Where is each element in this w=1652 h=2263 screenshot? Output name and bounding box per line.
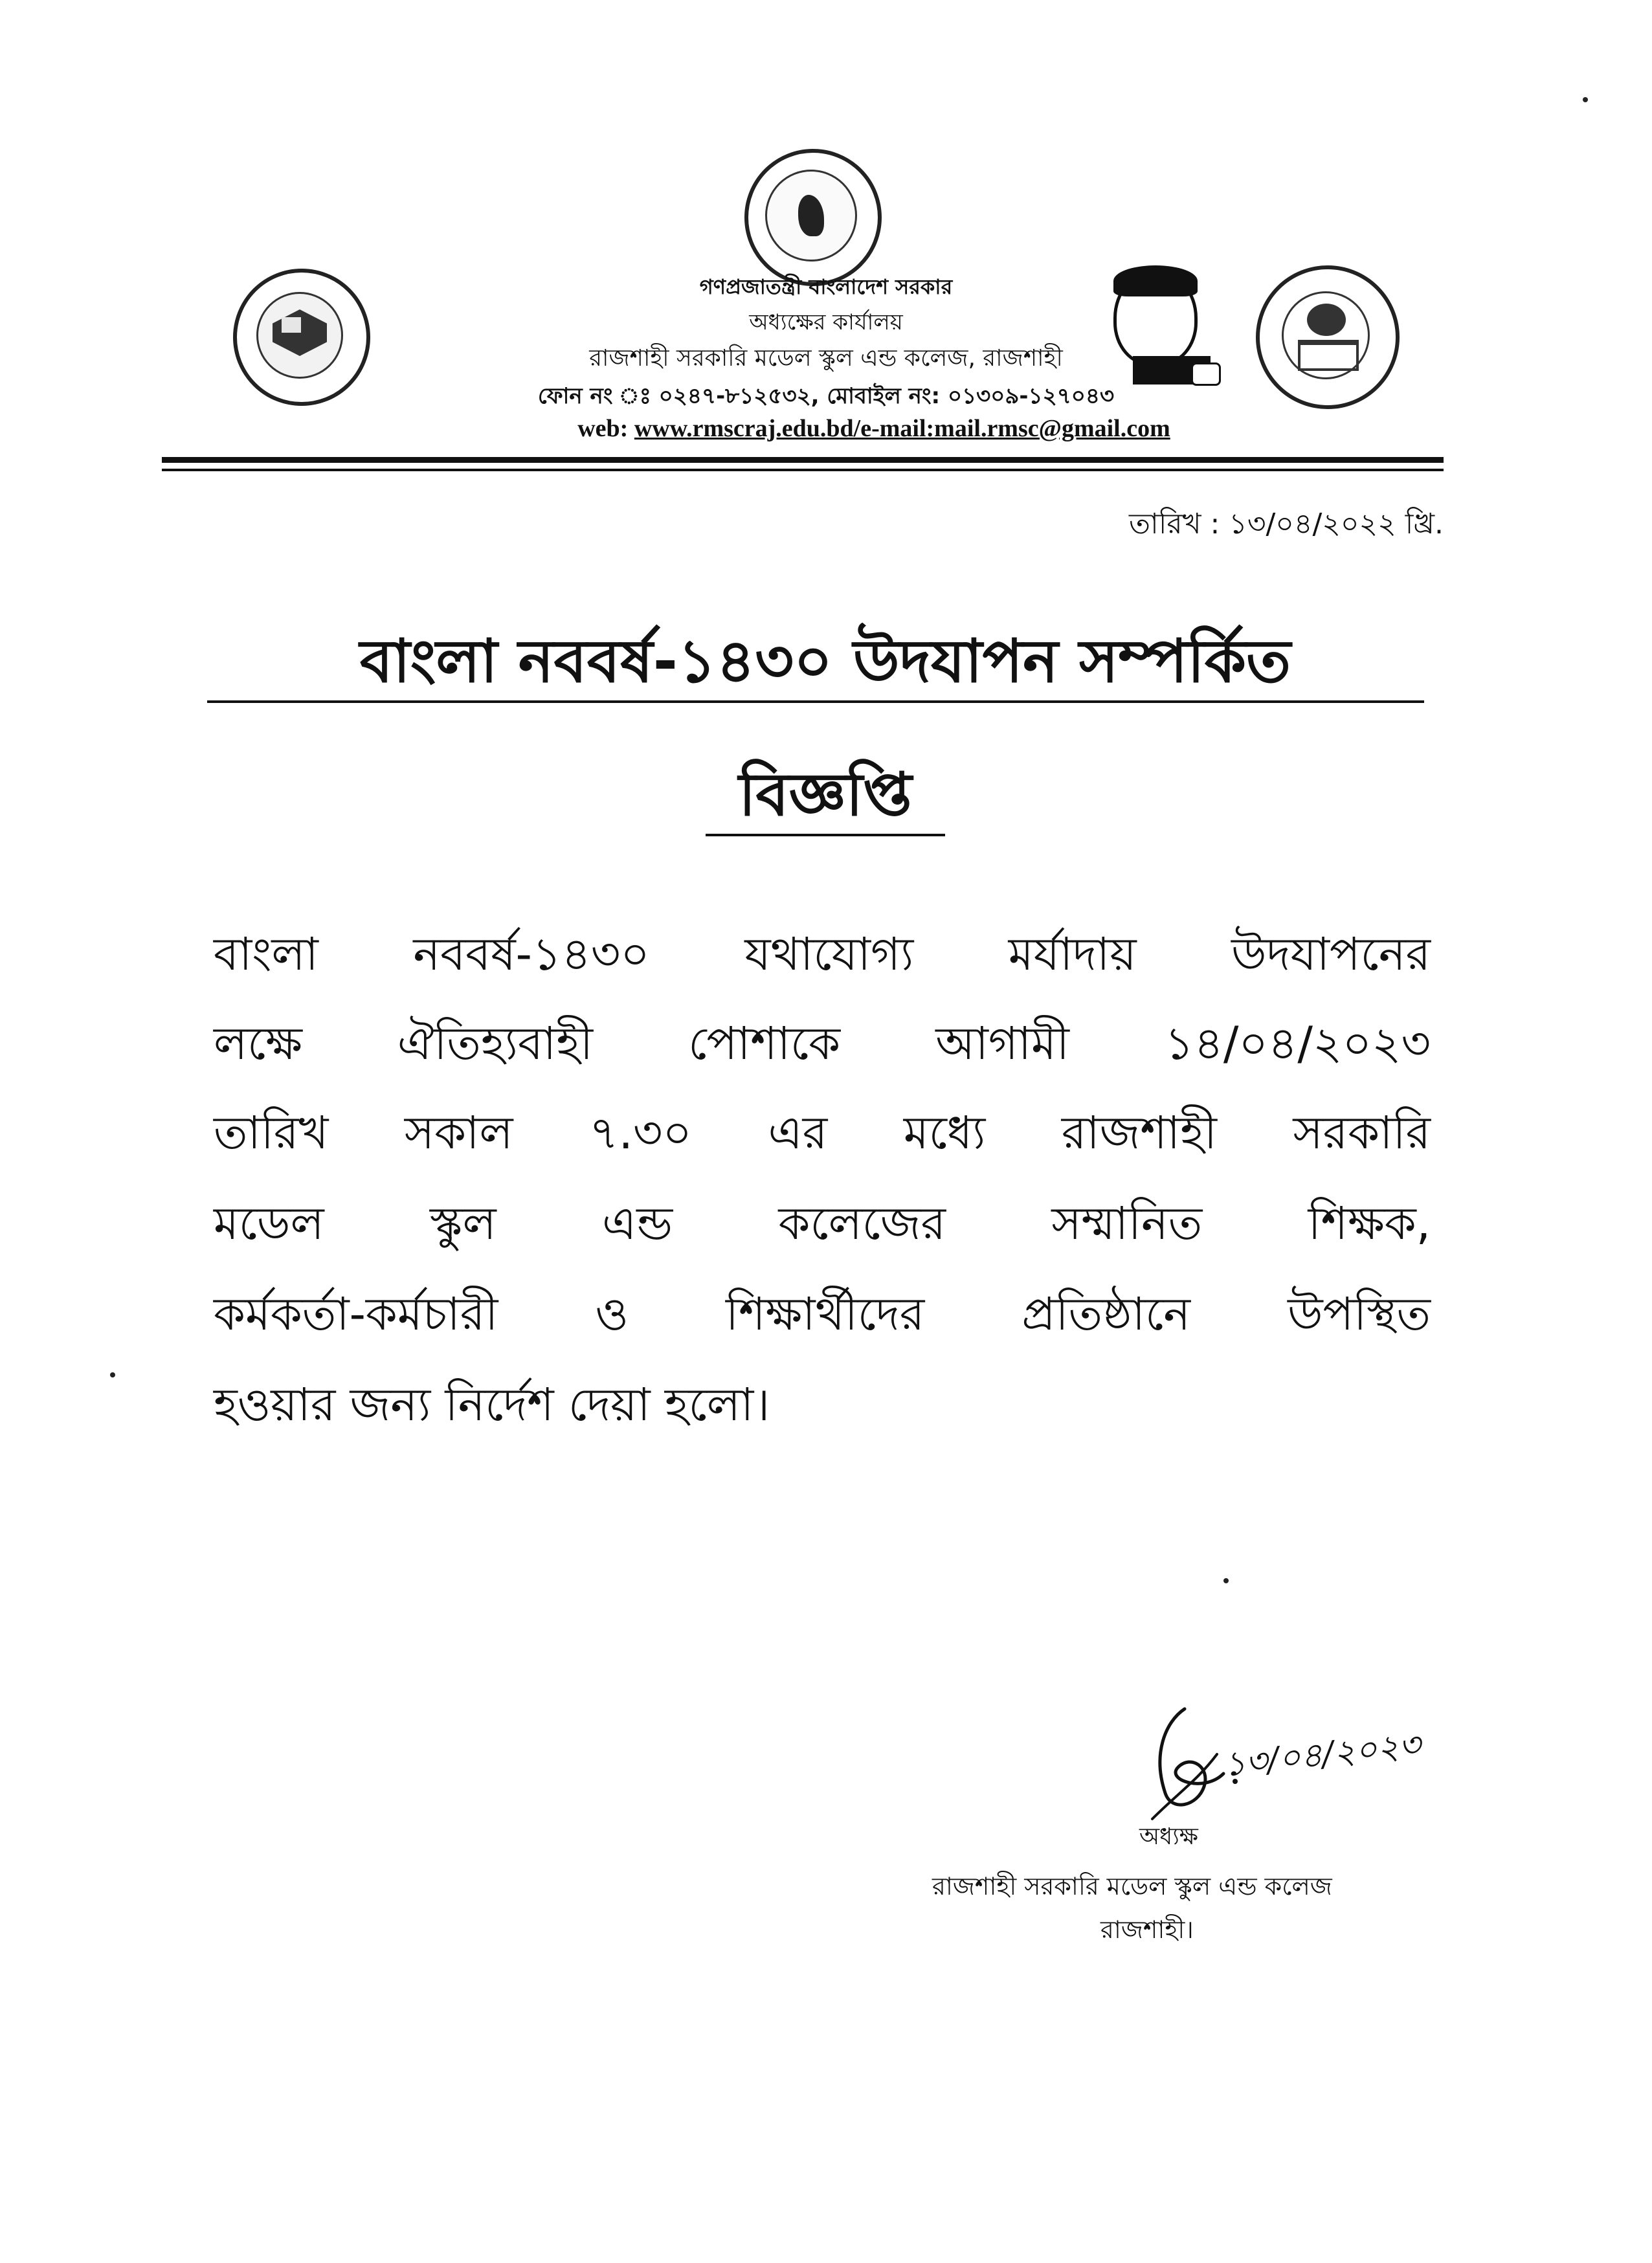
scan-speck: [1223, 1578, 1229, 1583]
signatory-institution: রাজশাহী সরকারি মডেল স্কুল এন্ড কলেজ: [932, 1872, 1332, 1901]
signatory-city: রাজশাহী।: [1100, 1915, 1194, 1944]
notice-date: তারিখ : ১৩/০৪/২০২২ খ্রি.: [1129, 507, 1444, 541]
signature-date: ১৩/০৪/২০২৩: [1222, 1725, 1423, 1785]
notice-subtitle: বিজ্ঞপ্তি: [739, 760, 912, 829]
body-text-line: কর্মকর্তা-কর্মচারী ও শিক্ষার্থীদের প্রতিষ্ঠানে উপস্থিত: [214, 1288, 1431, 1341]
subtitle-underline: [706, 834, 945, 836]
body-text-line: হওয়ার জন্য নির্দেশ দেয়া হলো।: [214, 1378, 770, 1431]
header-phone: ফোন নং ঃ ০২৪৭-৮১২৫৩২, মোবাইল নং: ০১৩০৯-১২৭০৪৩: [537, 383, 1115, 409]
header-office-name: অধ্যক্ষের কার্যালয়: [749, 309, 903, 335]
body-text-line: তারিখ সকাল ৭.৩০ এর মধ্যে রাজশাহী সরকারি: [214, 1106, 1431, 1159]
header-institution-name: রাজশাহী সরকারি মডেল স্কুল এন্ড কলেজ, রাজশাহী: [589, 345, 1063, 372]
signatory-title: অধ্যক্ষ: [1139, 1823, 1198, 1850]
header-government-name: গণপ্রজাতন্ত্রী বাংলাদেশ সরকার: [699, 274, 953, 299]
web-label: web:: [577, 415, 634, 442]
government-seal-icon: [744, 149, 882, 286]
header-divider-thick: [162, 457, 1444, 463]
web-email-link[interactable]: www.rmscraj.edu.bd/e-mail:mail.rmsc@gmail.com: [634, 415, 1170, 442]
body-text-line: বাংলা নববর্ষ-১৪৩০ যথাযোগ্য মর্যাদায় উদযাপনের: [214, 928, 1431, 981]
notice-title: বাংলা নববর্ষ-১৪৩০ উদযাপন সম্পর্কিত: [359, 627, 1291, 696]
body-text-line: মডেল স্কুল এন্ড কলেজের সম্মানিত শিক্ষক,: [214, 1197, 1431, 1250]
title-underline: [207, 700, 1424, 703]
header-web-email: [453, 414, 1295, 443]
header-divider-thin: [162, 469, 1444, 471]
scan-speck: [1583, 97, 1588, 102]
body-text-line: লক্ষে ঐতিহ্যবাহী পোশাকে আগামী ১৪/০৪/২০২৩: [214, 1017, 1431, 1070]
scan-speck: [110, 1372, 115, 1377]
